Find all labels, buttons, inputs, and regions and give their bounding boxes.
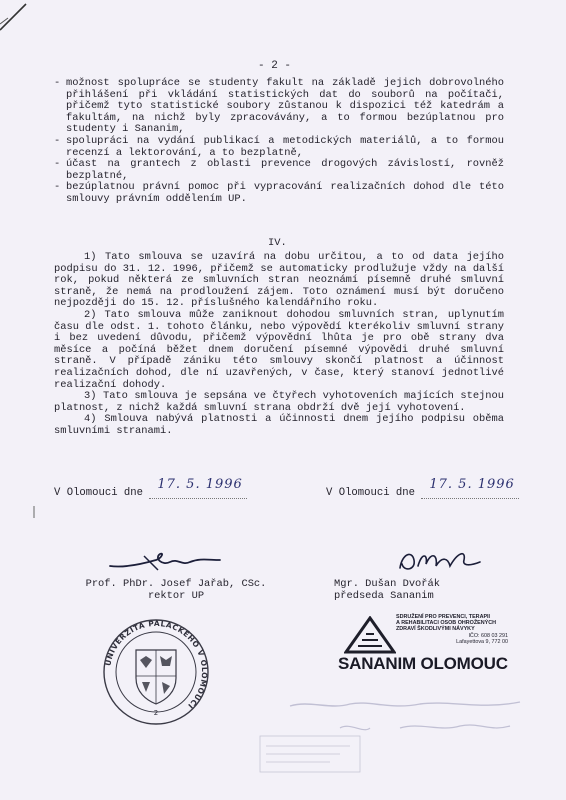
stamp-line: A REHABILITACI OSOB OHROŽENÝCH xyxy=(396,620,497,627)
seal-number: 2 xyxy=(153,709,159,717)
paragraph: 1) Tato smlouva se uzavírá na dobu určitou, a to od data jejího podpisu do 31. 12. 1996, přičemž se automaticky prodlužuje vždy na další rok, pokud některá ze smluvních stran neoznámí písemně druhé smluvní straně, že nemá na prodloužení zájem. Toto oznámení musí být doručeno nejpozději do 15. 12. příslušného kalendářního roku. xyxy=(54,251,504,310)
signer-chairman xyxy=(334,578,514,602)
faded-verification-note xyxy=(250,692,550,792)
page-number: - 2 - xyxy=(258,60,292,72)
signer-name: Prof. PhDr. Josef Jařab, CSc. xyxy=(85,578,267,590)
bullet-text: účast na grantech z oblasti prevence drogových závislostí, rovněž bezplatné, xyxy=(66,158,504,182)
university-seal xyxy=(100,616,212,728)
stamp-ico: IČO: 608 03 291 xyxy=(468,632,508,639)
stamp-line: SDRUŽENÍ PRO PREVENCI, TERAPII xyxy=(396,614,491,620)
margin-mark xyxy=(32,506,36,518)
paragraph: 4) Smlouva nabývá platnosti a účinnosti dnem jejího podpisu oběma smluvními stranami. xyxy=(54,413,504,437)
section-title: IV. xyxy=(268,237,287,249)
signing-date-right xyxy=(326,477,519,499)
stamp-name: SANANIM OLOMOUC xyxy=(338,654,508,673)
list-item: - bezúplatnou právní pomoc při vypracování realizačních dohod dle této smlouvy právním oddělením UP. xyxy=(54,181,504,205)
bullet-text: bezúplatnou právní pomoc při vypracování realizačních dohod dle této smlouvy právním oddělením UP. xyxy=(66,181,504,205)
paragraph: 2) Tato smlouva může zaniknout dohodou smluvních stran, uplynutím času dle odst. 1. tohoto článku, nebo výpovědí kterékoliv smluvní strany i bez uvedení důvodu, přičemž výpovědní lhůta je pro obě strany dva měsíce a počíná běžet dnem doručení písemné výpovědi druhé smluvní straně. V případě zániku této smlouvy skončí platnost a účinnost realizačních dohod, dle ní uzavřených, v čase, který stanoví jednotlivé realizační dohody. xyxy=(54,308,504,391)
bullet-text: spolupráci na vydání publikací a metodických materiálů, a to formou recenzí a lektorování, a to bezplatně, xyxy=(66,134,504,159)
signature-chairman xyxy=(392,536,492,582)
triangle-logo-icon xyxy=(344,616,396,654)
signer-rector xyxy=(76,578,276,602)
handwritten-date: 17. 5. 1996 xyxy=(429,477,515,492)
list-item: - účast na grantech z oblasti prevence drogových závislostí, rovněž bezplatné, xyxy=(54,158,504,182)
article-body xyxy=(54,252,504,438)
sananim-stamp xyxy=(336,614,512,680)
seal-ring-text: UNIVERZITA PALACKÉHO V OLOMOUCI xyxy=(103,618,210,711)
bullet-list xyxy=(54,78,504,206)
corner-mark xyxy=(0,0,40,40)
stamp-line: ZDRAVÍ ŠKODLIVÝMI NÁVYKY xyxy=(396,626,475,633)
list-item: - možnost spolupráce se studenty fakult na základě jejich dobrovolného přihlášení při vkládání statistických dat do souborů na počítači, přičemž tyto statistické soubory zůstanou k dispozici též katedrám a fakultám, na nichž byly zpracovávány, a to formou bezúplatnou pro studenty i Sananim, xyxy=(54,77,504,136)
paragraph: 3) Tato smlouva je sepsána ve čtyřech vyhotoveních majících stejnou platnost, z nichž každá smluvní strana obdrží dvě její vyhotovení. xyxy=(54,390,504,414)
signer-name: Mgr. Dušan Dvořák xyxy=(334,578,441,590)
stamp-address: Lafayettova 9, 772 00 xyxy=(456,638,508,645)
handwritten-date: 17. 5. 1996 xyxy=(157,477,243,492)
signer-role: předseda Sananim xyxy=(334,590,434,602)
bullet-text: možnost spolupráce se studenty fakult na základě jejich dobrovolného přihlášení při vkládání statistických dat do souborů na počítači, přičemž tyto statistické soubory zůstanou k dispozici též katedrám a fakultám, na nichž byly zpracovávány, a to formou bezúplatnou pro studenty i Sananim, xyxy=(66,77,504,136)
signing-place: V Olomouci dne xyxy=(326,487,416,499)
date-line xyxy=(149,477,247,499)
date-line xyxy=(421,477,519,499)
signing-place: V Olomouci dne xyxy=(54,487,144,499)
signing-date-left xyxy=(54,477,247,499)
signer-role: rektor UP xyxy=(147,590,205,602)
list-item: - spolupráci na vydání publikací a metodických materiálů, a to formou recenzí a lektorování, a to bezplatně, xyxy=(54,134,504,159)
signature-rector xyxy=(104,536,224,582)
stamp-text xyxy=(396,614,514,645)
